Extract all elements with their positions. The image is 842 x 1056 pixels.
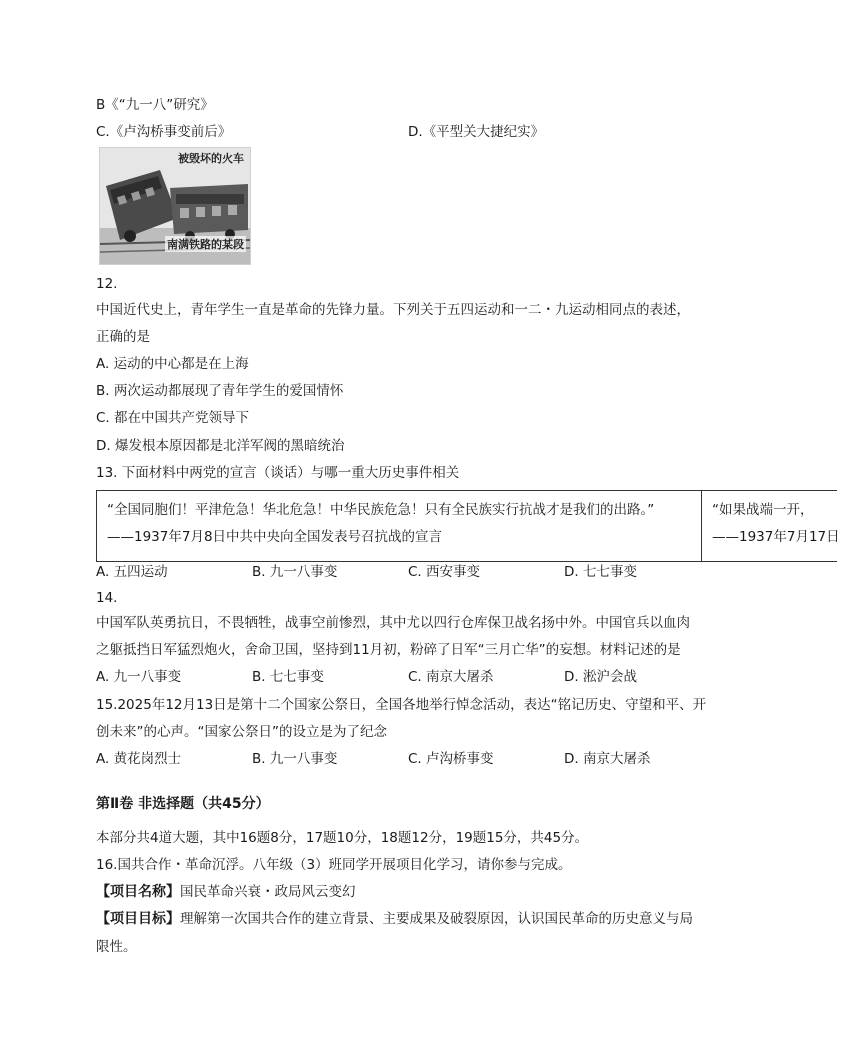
photo-caption-top: 被毁坏的火车 [178,152,244,165]
q15-option-d[interactable]: D. 南京大屠杀 [564,751,651,767]
q15-stem-line2: 创未来”的心声。“国家公祭日”的设立是为了纪念 [96,724,387,740]
q13-option-b[interactable]: B. 九一八事变 [252,564,338,580]
q15-stem-line1: 15.2025年12月13日是第十二个国家公祭日，全国各地举行悼念活动，表达“铭记历史、守望和平、开 [96,697,707,713]
q11-option-c[interactable]: C.《卢沟桥事变前后》 [96,124,232,140]
q13-option-a[interactable]: A. 五四运动 [96,564,168,580]
q15-option-a[interactable]: A. 黄花岗烈士 [96,751,182,767]
q14-option-c[interactable]: C. 南京大屠杀 [408,669,494,685]
q12-stem-line1: 中国近代史上，青年学生一直是革命的先锋力量。下列关于五四运动和一二・九运动相同点的表述， [96,302,690,318]
q16-project-name [96,882,356,902]
q14-option-a[interactable]: A. 九一八事变 [96,669,182,685]
q16-project-goal [96,909,693,929]
q12-option-c[interactable]: C. 都在中国共产党领导下 [96,410,250,426]
q13-material-table [96,490,840,562]
q14-stem-line1: 中国军队英勇抗日，不畏牺牲，战事空前惨烈，其中尤以四行仓库保卫战名扬中外。中国官兵以血肉 [96,615,690,631]
q14-stem-line2: 之躯抵挡日军猛烈炮火，舍命卫国，坚持到11月初，粉碎了日军“三月亡华”的妄想。材料记述的是 [96,642,681,658]
q13-left-quote: “全国同胞们！平津危急！华北危急！中华民族危急！只有全民族实行抗战才是我们的出路。” [107,502,655,518]
q13-right-source: ——1937年7月17日 [712,529,840,545]
q14-option-d[interactable]: D. 淞沪会战 [564,669,637,685]
photo-caption-bottom: 南满铁路的某段 [167,238,244,251]
q12-number: 12. [96,276,118,292]
q13-left-cell [97,491,702,561]
q13-left-source: ——1937年7月8日中共中央向全国发表号召抗战的宣言 [107,529,443,545]
q16-project-goal-line1: 理解第一次国共合作的建立背景、主要成果及破裂原因，认识国民革命的历史意义与局 [180,911,693,927]
q14-option-b[interactable]: B. 七七事变 [252,669,324,685]
q11-option-b[interactable]: B《“九一八”研究》 [96,97,214,113]
q13-option-c[interactable]: C. 西安事变 [408,564,481,580]
q12-stem-line2: 正确的是 [96,329,150,345]
q12-option-d[interactable]: D. 爆发根本原因都是北洋军阀的黑暗统治 [96,438,345,454]
q13-stem: 13. 下面材料中两党的宣言（谈话）与哪一重大历史事件相关 [96,465,460,481]
section2-title: 第Ⅱ卷 非选择题（共45分） [96,796,270,812]
q15-option-b[interactable]: B. 九一八事变 [252,751,338,767]
q16-stem: 16.国共合作・革命沉浮。八年级（3）班同学开展项目化学习，请你参与完成。 [96,857,572,873]
q16-project-name-label: 【项目名称】 [96,884,180,900]
q16-project-goal-label: 【项目目标】 [96,911,180,927]
q15-option-c[interactable]: C. 卢沟桥事变 [408,751,494,767]
q13-right-quote: “如果战端一开， [712,502,814,518]
destroyed-train-photo [99,147,251,265]
q12-option-a[interactable]: A. 运动的中心都是在上海 [96,356,249,372]
q13-right-cell [702,491,842,561]
q11-option-d[interactable]: D.《平型关大捷纪实》 [408,124,545,140]
section2-intro: 本部分共4道大题，其中16题8分，17题10分，18题12分，19题15分，共45分。 [96,830,589,846]
q14-number: 14. [96,590,118,606]
q16-project-name-value: 国民革命兴衰・政局风云变幻 [180,884,356,900]
q16-project-goal-line2: 限性。 [96,939,137,955]
q12-option-b[interactable]: B. 两次运动都展现了青年学生的爱国情怀 [96,383,344,399]
q13-option-d[interactable]: D. 七七事变 [564,564,637,580]
